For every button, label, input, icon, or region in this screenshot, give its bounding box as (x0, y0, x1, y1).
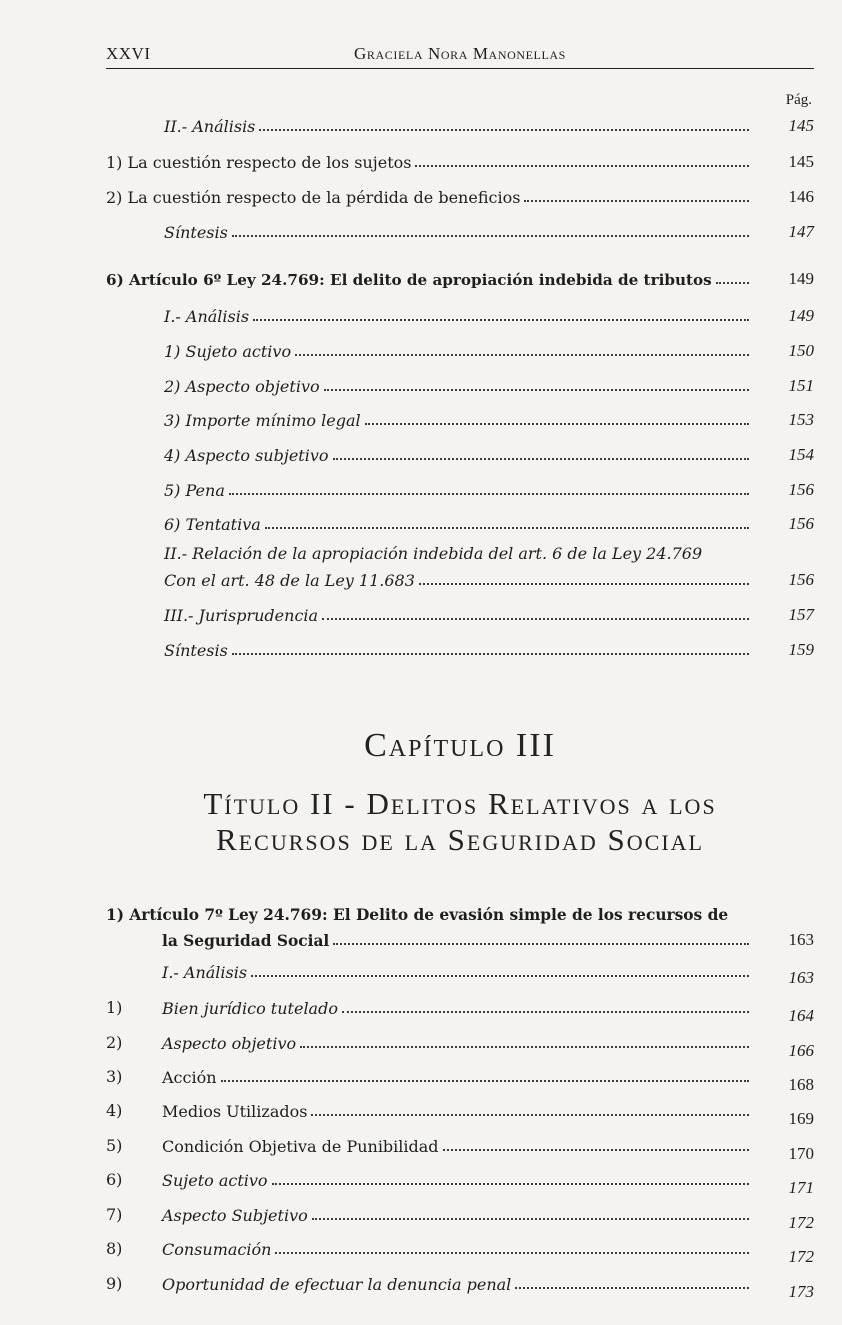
chapter-heading: Capítulo III (364, 727, 556, 764)
toc-page-number: 156 (788, 570, 814, 589)
item-number: 3) (106, 1067, 123, 1086)
toc-page-number: 149 (788, 306, 814, 325)
toc-entry[interactable]: Condición Objetiva de Punibilidad 170 (162, 1137, 814, 1163)
toc-entry[interactable]: 1) Sujeto activo 150 (164, 341, 814, 361)
toc-page-number: 172 (788, 1247, 814, 1266)
item-number: 9) (106, 1274, 123, 1293)
toc-page-number: 163 (788, 968, 814, 987)
toc-entry[interactable]: III.- Jurisprudencia 157 (164, 605, 814, 625)
toc-entry[interactable]: 6) Artículo 6º Ley 24.769: El delito de apropiación indebida de tributos 149 (106, 269, 814, 289)
toc-page-number: 157 (788, 605, 814, 624)
toc-page-number: 156 (788, 480, 814, 499)
toc-entry[interactable]: II.- Análisis 145 (164, 116, 814, 136)
title-heading-line1: Título II - Delitos Relativos a los (203, 786, 717, 821)
toc-entry[interactable]: Bien jurídico tutelado 164 (162, 999, 814, 1025)
running-author: Graciela Nora Manonellas (354, 44, 566, 63)
toc-entry[interactable]: 6) Tentativa 156 (164, 514, 814, 534)
toc-page-number: 156 (788, 514, 814, 533)
item-number: 4) (106, 1101, 123, 1120)
title-heading-line2: Recursos de la Seguridad Social (216, 822, 704, 857)
toc-entry[interactable]: Síntesis 159 (164, 640, 814, 660)
toc-page-number: 159 (788, 640, 814, 659)
toc-page-number: 169 (788, 1109, 814, 1128)
toc-page-number: 173 (788, 1282, 814, 1301)
toc-page-number: 154 (788, 445, 814, 464)
toc-entry[interactable]: Aspecto objetivo 166 (162, 1034, 814, 1060)
toc-page-number: 145 (788, 152, 814, 171)
toc-entry[interactable]: Consumación 172 (162, 1240, 814, 1266)
toc-entry[interactable]: I.- Análisis 163 (162, 963, 814, 987)
toc-page-number: 166 (788, 1041, 814, 1060)
toc-entry[interactable]: Aspecto Subjetivo 172 (162, 1206, 814, 1232)
running-header (106, 40, 814, 69)
toc-page-number: 145 (788, 116, 814, 135)
page-folio: XXVI (106, 44, 151, 63)
toc-entry[interactable]: 1) Artículo 7º Ley 24.769: El Delito de evasión simple de los recursos de (106, 906, 729, 924)
toc-entry[interactable]: 2) Aspecto objetivo 151 (164, 376, 814, 396)
toc-page-number: 171 (788, 1178, 814, 1197)
toc-entry[interactable]: I.- Análisis 149 (164, 306, 814, 326)
toc-page-number: 153 (788, 410, 814, 429)
toc-entry-continuation[interactable]: Con el art. 48 de la Ley 11.683 156 (164, 570, 814, 590)
toc-page-number: 146 (788, 187, 814, 206)
toc-entry[interactable]: 4) Aspecto subjetivo 154 (164, 445, 814, 465)
toc-entry[interactable]: II.- Relación de la apropiación indebida del art. 6 de la Ley 24.769 (164, 544, 703, 563)
item-number: 5) (106, 1136, 123, 1155)
toc-entry[interactable]: Acción 168 (162, 1068, 814, 1094)
toc-page-number: 172 (788, 1213, 814, 1232)
page-column-label: Pág. (785, 92, 812, 108)
toc-entry[interactable]: 2) La cuestión respecto de la pérdida de beneficios 146 (106, 187, 814, 207)
toc-page-number: 170 (788, 1144, 814, 1163)
toc-entry[interactable]: 5) Pena 156 (164, 480, 814, 500)
item-number: 1) (106, 998, 123, 1017)
toc-page-number: 149 (788, 269, 814, 288)
item-number: 8) (106, 1239, 123, 1258)
toc-entry[interactable]: Oportunidad de efectuar la denuncia penal 173 (162, 1275, 814, 1301)
toc-page-number: 151 (788, 376, 814, 395)
toc-page-number: 164 (788, 1006, 814, 1025)
toc-page-number: 150 (788, 341, 814, 360)
toc-page-number: 163 (788, 930, 814, 949)
toc-entry[interactable]: 3) Importe mínimo legal 153 (164, 410, 814, 430)
toc-entry[interactable]: Medios Utilizados 169 (162, 1102, 814, 1128)
toc-entry[interactable]: 1) La cuestión respecto de los sujetos 145 (106, 152, 814, 172)
item-number: 7) (106, 1205, 123, 1224)
item-number: 6) (106, 1170, 123, 1189)
toc-page-number: 147 (788, 222, 814, 241)
toc-page-number: 168 (788, 1075, 814, 1094)
toc-entry-continuation[interactable]: la Seguridad Social 163 (162, 930, 814, 950)
item-number: 2) (106, 1033, 123, 1052)
toc-entry[interactable]: Sujeto activo 171 (162, 1171, 814, 1197)
toc-entry[interactable]: Síntesis 147 (164, 222, 814, 242)
